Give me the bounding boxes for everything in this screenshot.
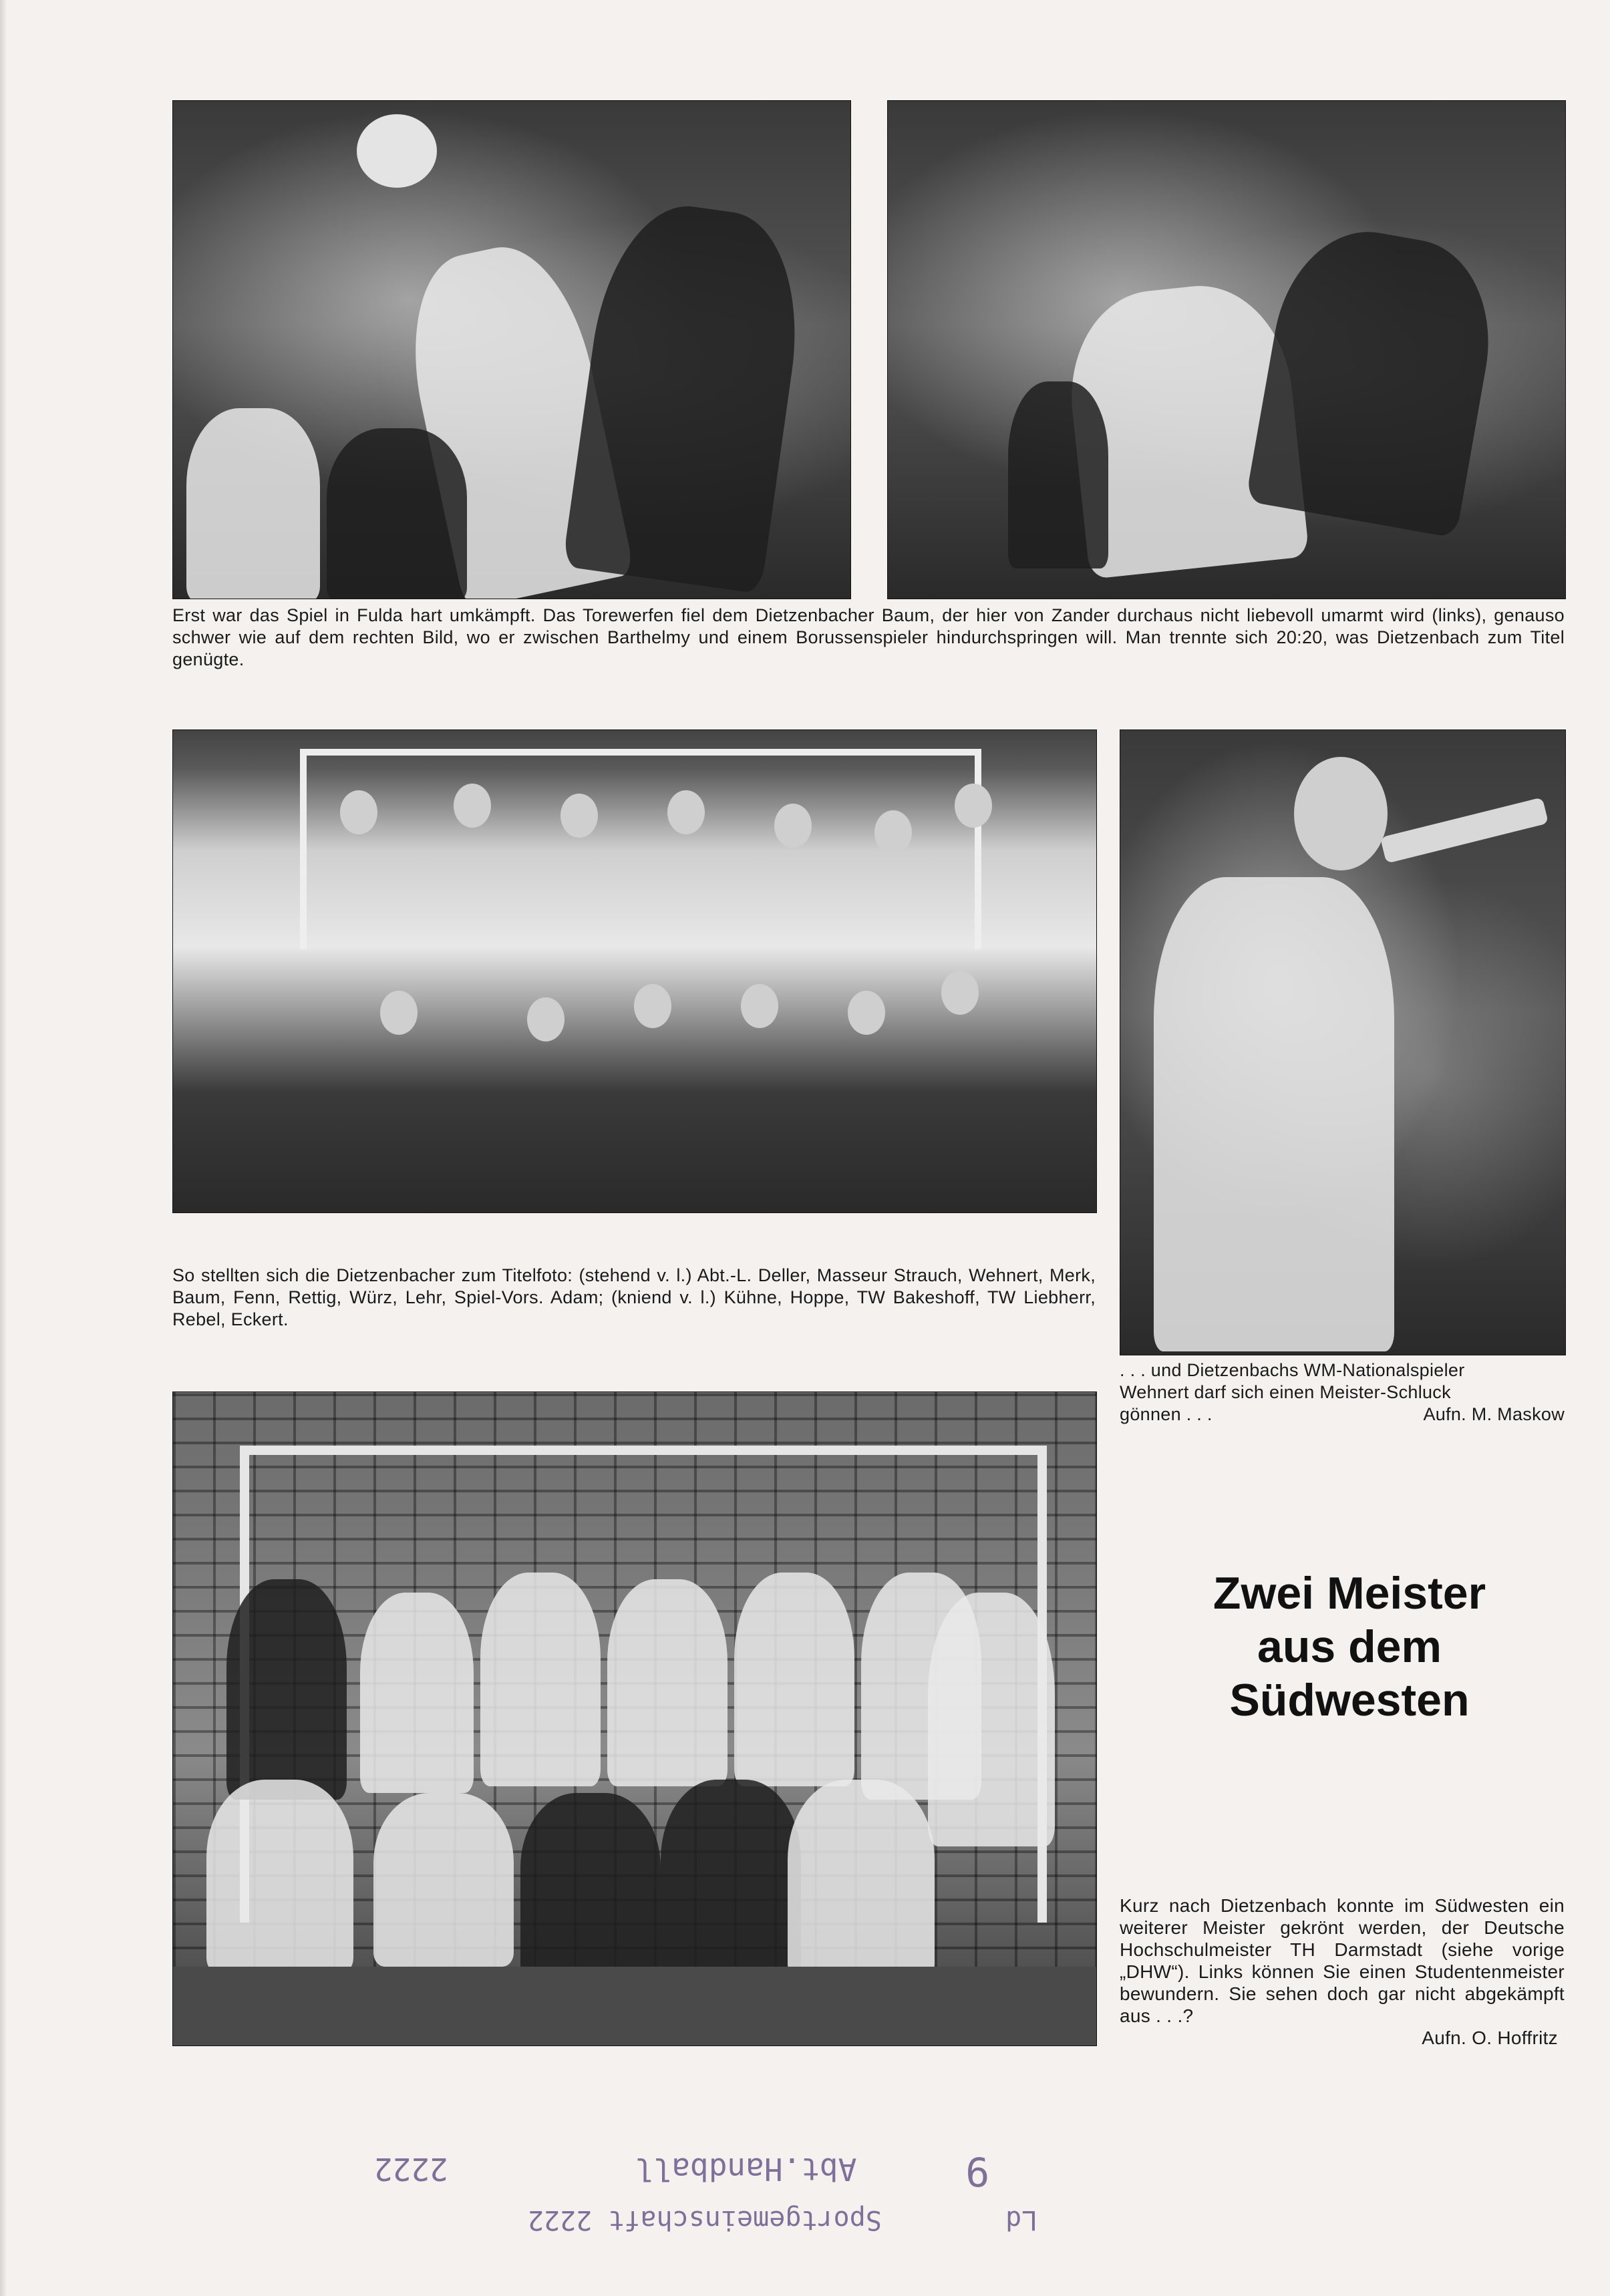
caption-team-dietzenbach: So stellten sich die Dietzenbacher zum Titelfoto: (stehend v. l.) Abt.-L. Deller, Masseur Strauch, Wehnert, Merk, Baum, Fenn, Rettig, Würz, Lehr, Spiel-Vors. Adam; (kniend v. l.) Kühne, Hoppe, TW Bakeshoff, TW Liebherr, Rebel, Eckert. — [172, 1265, 1096, 1329]
stamp-club: Sportgemeinschaft 2222 — [528, 2204, 882, 2235]
photo-credit-hoffritz: Aufn. O. Hoffritz — [1422, 2027, 1558, 2048]
photo-credit-maskow: Aufn. M. Maskow — [1423, 1404, 1565, 1424]
caption-top-photos: Erst war das Spiel in Fulda hart umkämpft. Das Torewerfen fiel dem Dietzenbacher Baum, der hier von Zander durchaus nicht liebevoll umarmt wird (links), genauso schwer wie auf dem rechten Bild, wo er zwischen Barthelmy und einem Borussenspieler hindurchspringen will. Man trennte sich 20:20, was Dietzenbach zum Titel genügte. — [172, 605, 1565, 669]
article-heading — [1129, 1567, 1570, 1727]
photo-team-darmstadt — [172, 1391, 1097, 2046]
article-text — [1120, 1895, 1565, 2049]
caption-drinking-line2: Wehnert darf sich einen Meister-Schluck — [1120, 1382, 1451, 1402]
article-body: Kurz nach Dietzenbach konnte im Südwesten ein weiterer Meister gekrönt werden, der Deutsche Hochschulmeister TH Darmstadt (siehe vorige „DHW“). Links können Sie einen Studentenmeister bewundern. Sie sehen doch gar nicht abgekämpft aus . . .? — [1120, 1895, 1565, 2026]
photo-team-dietzenbach — [172, 729, 1097, 1213]
stamp-department: Abt.Handball — [635, 2151, 857, 2187]
page-edge — [0, 0, 7, 2296]
caption-drinking-line3: gönnen . . . — [1120, 1404, 1213, 1424]
heading-line3: Südwesten — [1229, 1675, 1470, 1726]
photo-top-right — [887, 100, 1566, 599]
stamp-page-number: 9 — [965, 2148, 990, 2194]
caption-drinking-line1: . . . und Dietzenbachs WM-Nationalspieler — [1120, 1360, 1465, 1380]
photo-top-left — [172, 100, 851, 599]
stamp-number: 2222 — [374, 2151, 448, 2187]
heading-line2: aus dem — [1257, 1621, 1442, 1672]
stamp-initials: Ld — [1005, 2204, 1038, 2235]
heading-line1: Zwei Meister — [1213, 1568, 1486, 1619]
photo-drinking-player — [1120, 729, 1566, 1355]
caption-drinking-player — [1120, 1359, 1565, 1426]
